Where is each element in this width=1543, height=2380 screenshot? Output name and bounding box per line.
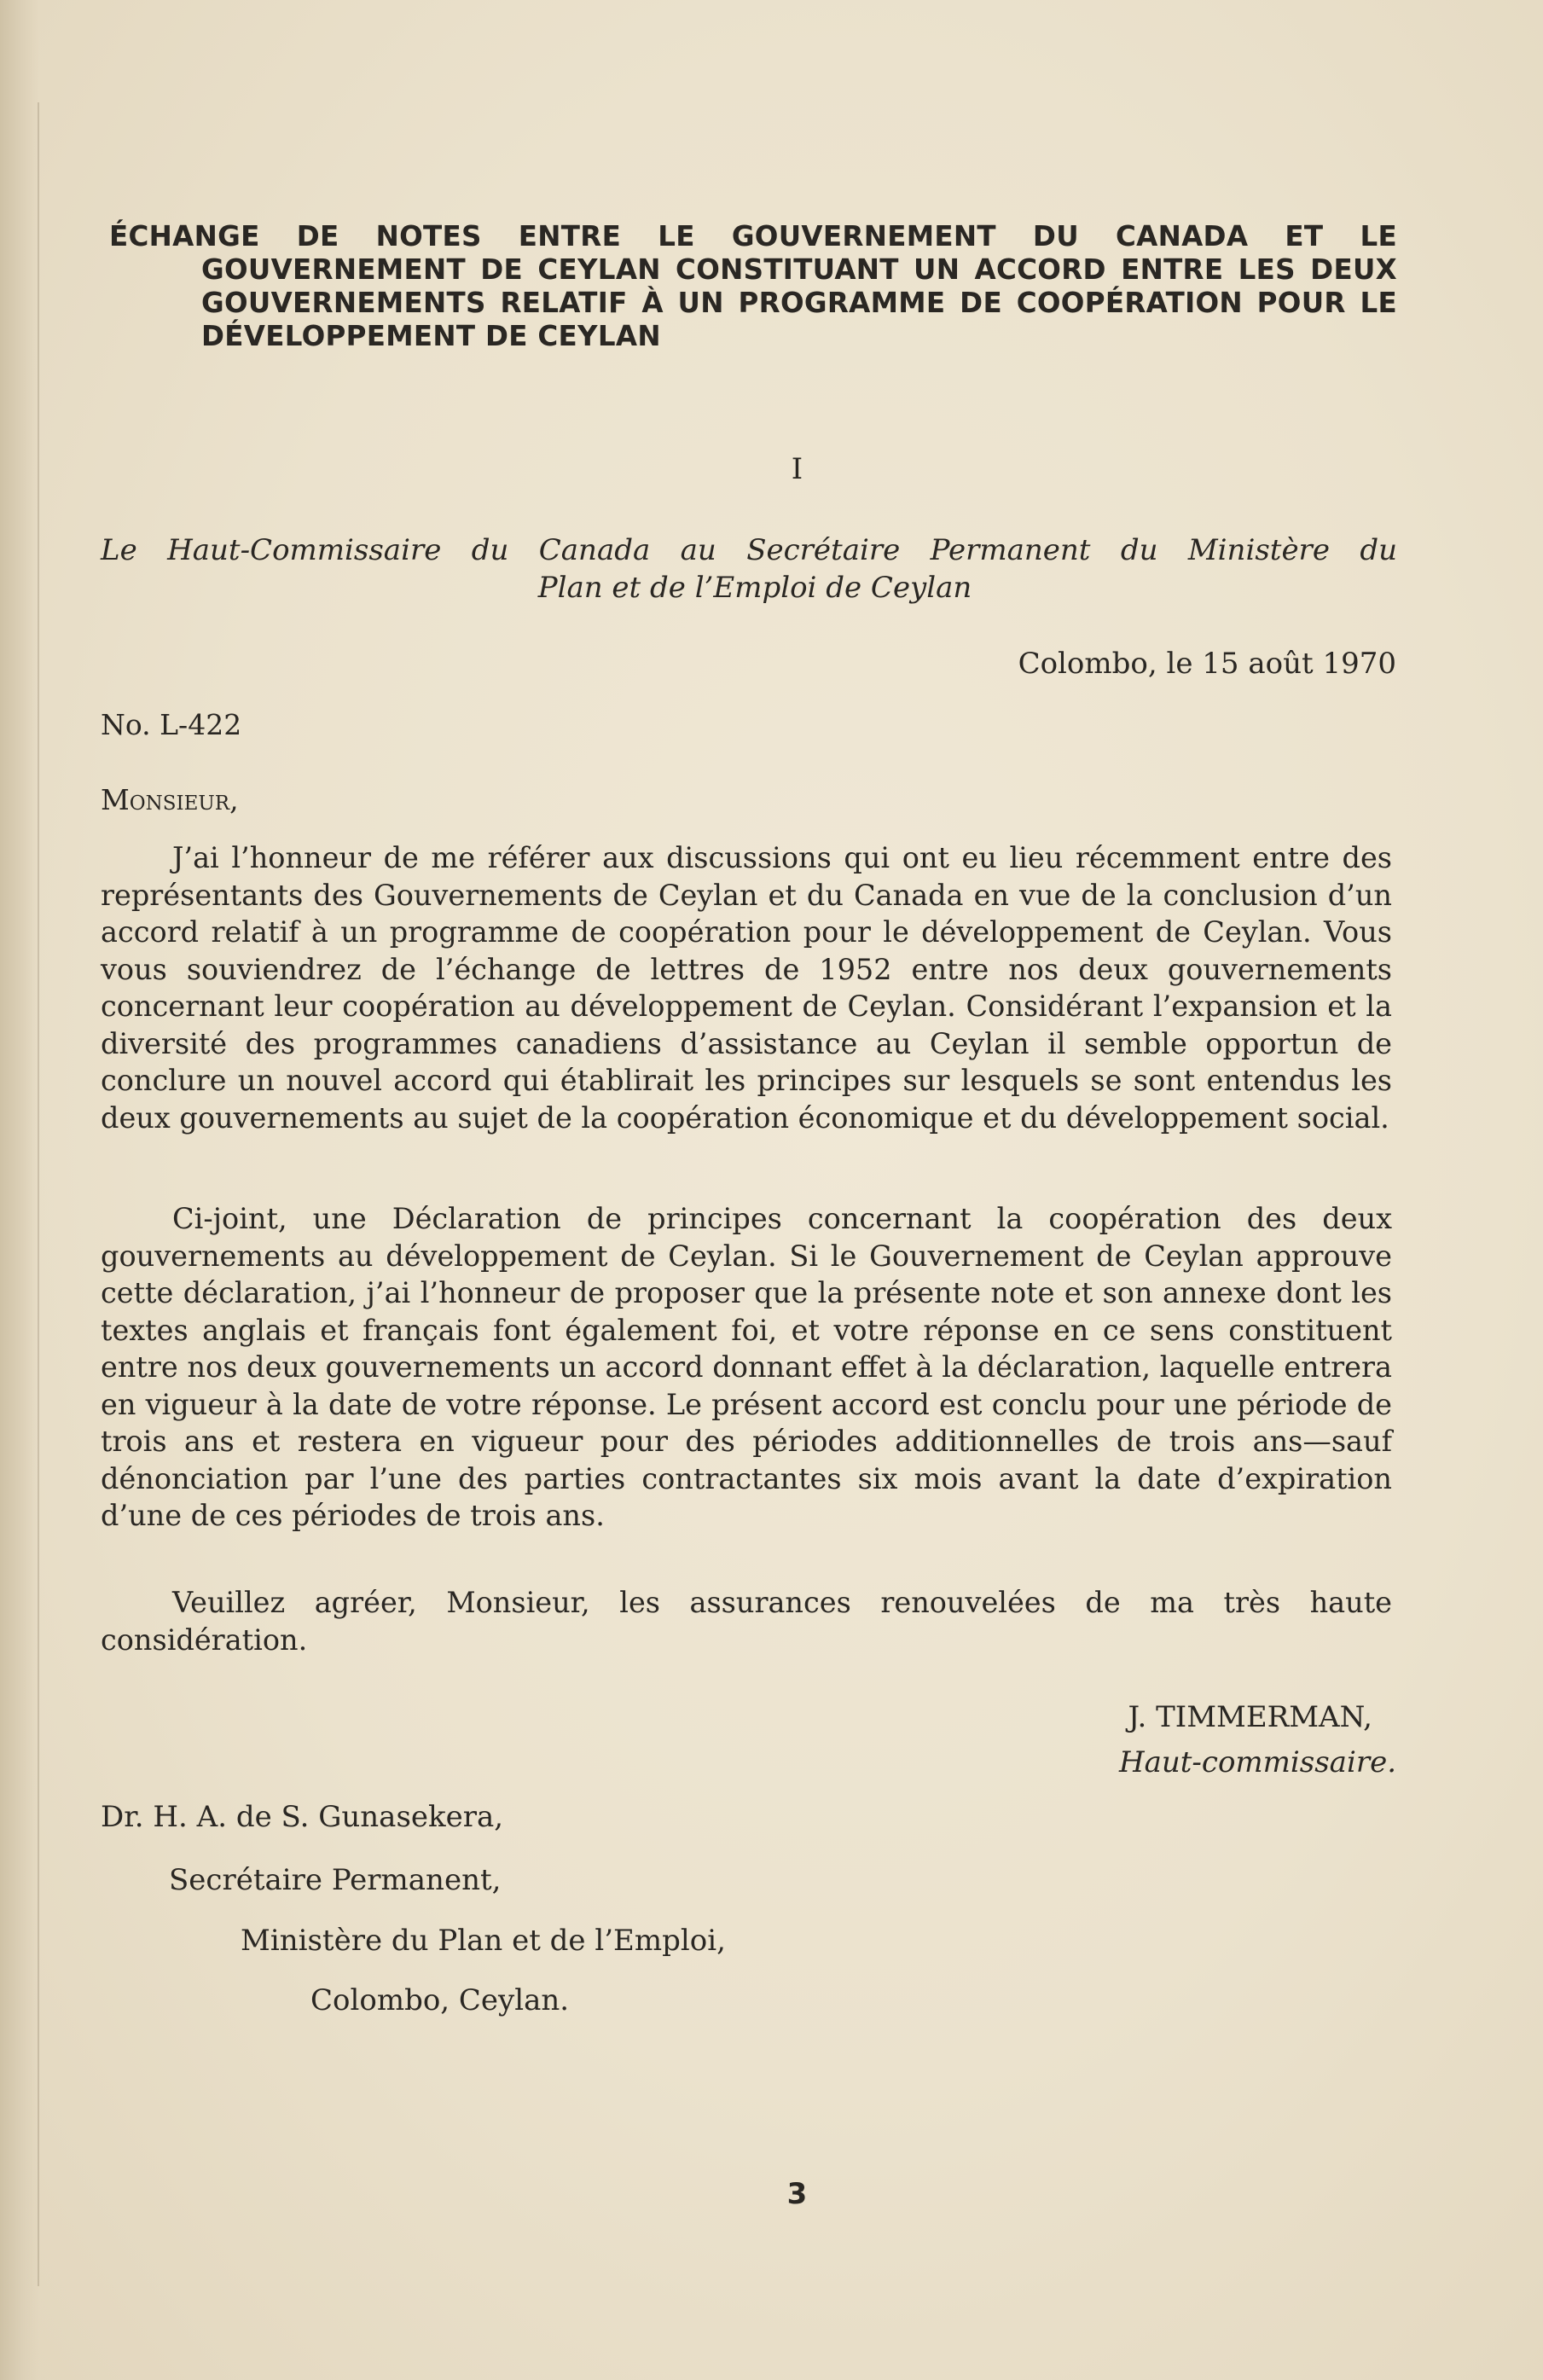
address-line-3: Ministère du Plan et de l’Emploi,	[241, 1924, 726, 1958]
address-line-4: Colombo, Ceylan.	[310, 1983, 570, 2017]
paragraph-2: Ci-joint, une Déclaration de principes concernant la coopération des deux gouvernements au développement de Ceylan. Si le Gouvernement de Ceylan approuve cette déclaration, j’ai l’honneur de proposer que la présente note et son annexe dont les textes anglais et français font également foi, et votre réponse en ce sens constituent entre nos deux gouvernements un accord donnant effet à la déclaration, laquelle entrera en vigueur à la date de votre réponse. Le présent accord est conclu pour une période de trois ans et restera en vigueur pour des périodes additionnelles de trois ans—sauf dénonciation par l’une des parties contractantes six mois avant la date d’expiration d’une de ces périodes de trois ans.	[101, 1202, 1392, 1532]
signer-title: Haut-commissaire.	[1118, 1745, 1396, 1779]
salutation: Monsieur,	[101, 783, 239, 816]
address-line-1: Dr. H. A. de S. Gunasekera,	[101, 1800, 504, 1834]
document-title: ÉCHANGE DE NOTES ENTRE LE GOUVERNEMENT DU CANADA ET LE GOUVERNEMENT DE CEYLAN CONSTITUANT UN ACCORD ENTRE LES DEUX GOUVERNEMENTS RELATIF À UN PROGRAMME DE COOPÉRATION POUR LE DÉVELOPPEMENT DE CEYLAN	[109, 220, 1397, 352]
page-left-edge	[0, 0, 39, 2380]
reference-number: No. L-422	[101, 708, 242, 741]
paragraph-3: Veuillez agréer, Monsieur, les assurances renouvelées de ma très haute considération.	[101, 1586, 1392, 1657]
signer-name: J. TIMMERMAN,	[1128, 1700, 1372, 1734]
heading-line-2: Plan et de l’Emploi de Ceylan	[537, 571, 972, 605]
paragraph-1: J’ai l’honneur de me référer aux discussions qui ont eu lieu récemment entre des représentants des Gouvernements de Ceylan et du Canada en vue de la conclusion d’un accord relatif à un programme de coopération pour le développement de Ceylan. Vous vous souviendrez de l’échange de lettres de 1952 entre nos deux gouvernements concernant leur coopération au développement de Ceylan. Considérant l’expansion et la diversité des programmes canadiens d’assistance au Ceylan il semble opportun de conclure un nouvel accord qui établirait les principes sur lesquels se sont entendus les deux gouvernements au sujet de la coopération économique et du développement social.	[101, 841, 1392, 1135]
binding-shadow	[38, 102, 39, 2286]
heading-line-1: Le Haut-Commissaire du Canada au Secrétaire Permanent du Ministère du	[101, 533, 1397, 567]
page-number: 3	[786, 2177, 808, 2211]
address-line-2: Secrétaire Permanent,	[169, 1863, 502, 1897]
letter-heading	[101, 531, 1397, 607]
section-number: I	[791, 452, 803, 486]
dateline: Colombo, le 15 août 1970	[1018, 647, 1396, 681]
